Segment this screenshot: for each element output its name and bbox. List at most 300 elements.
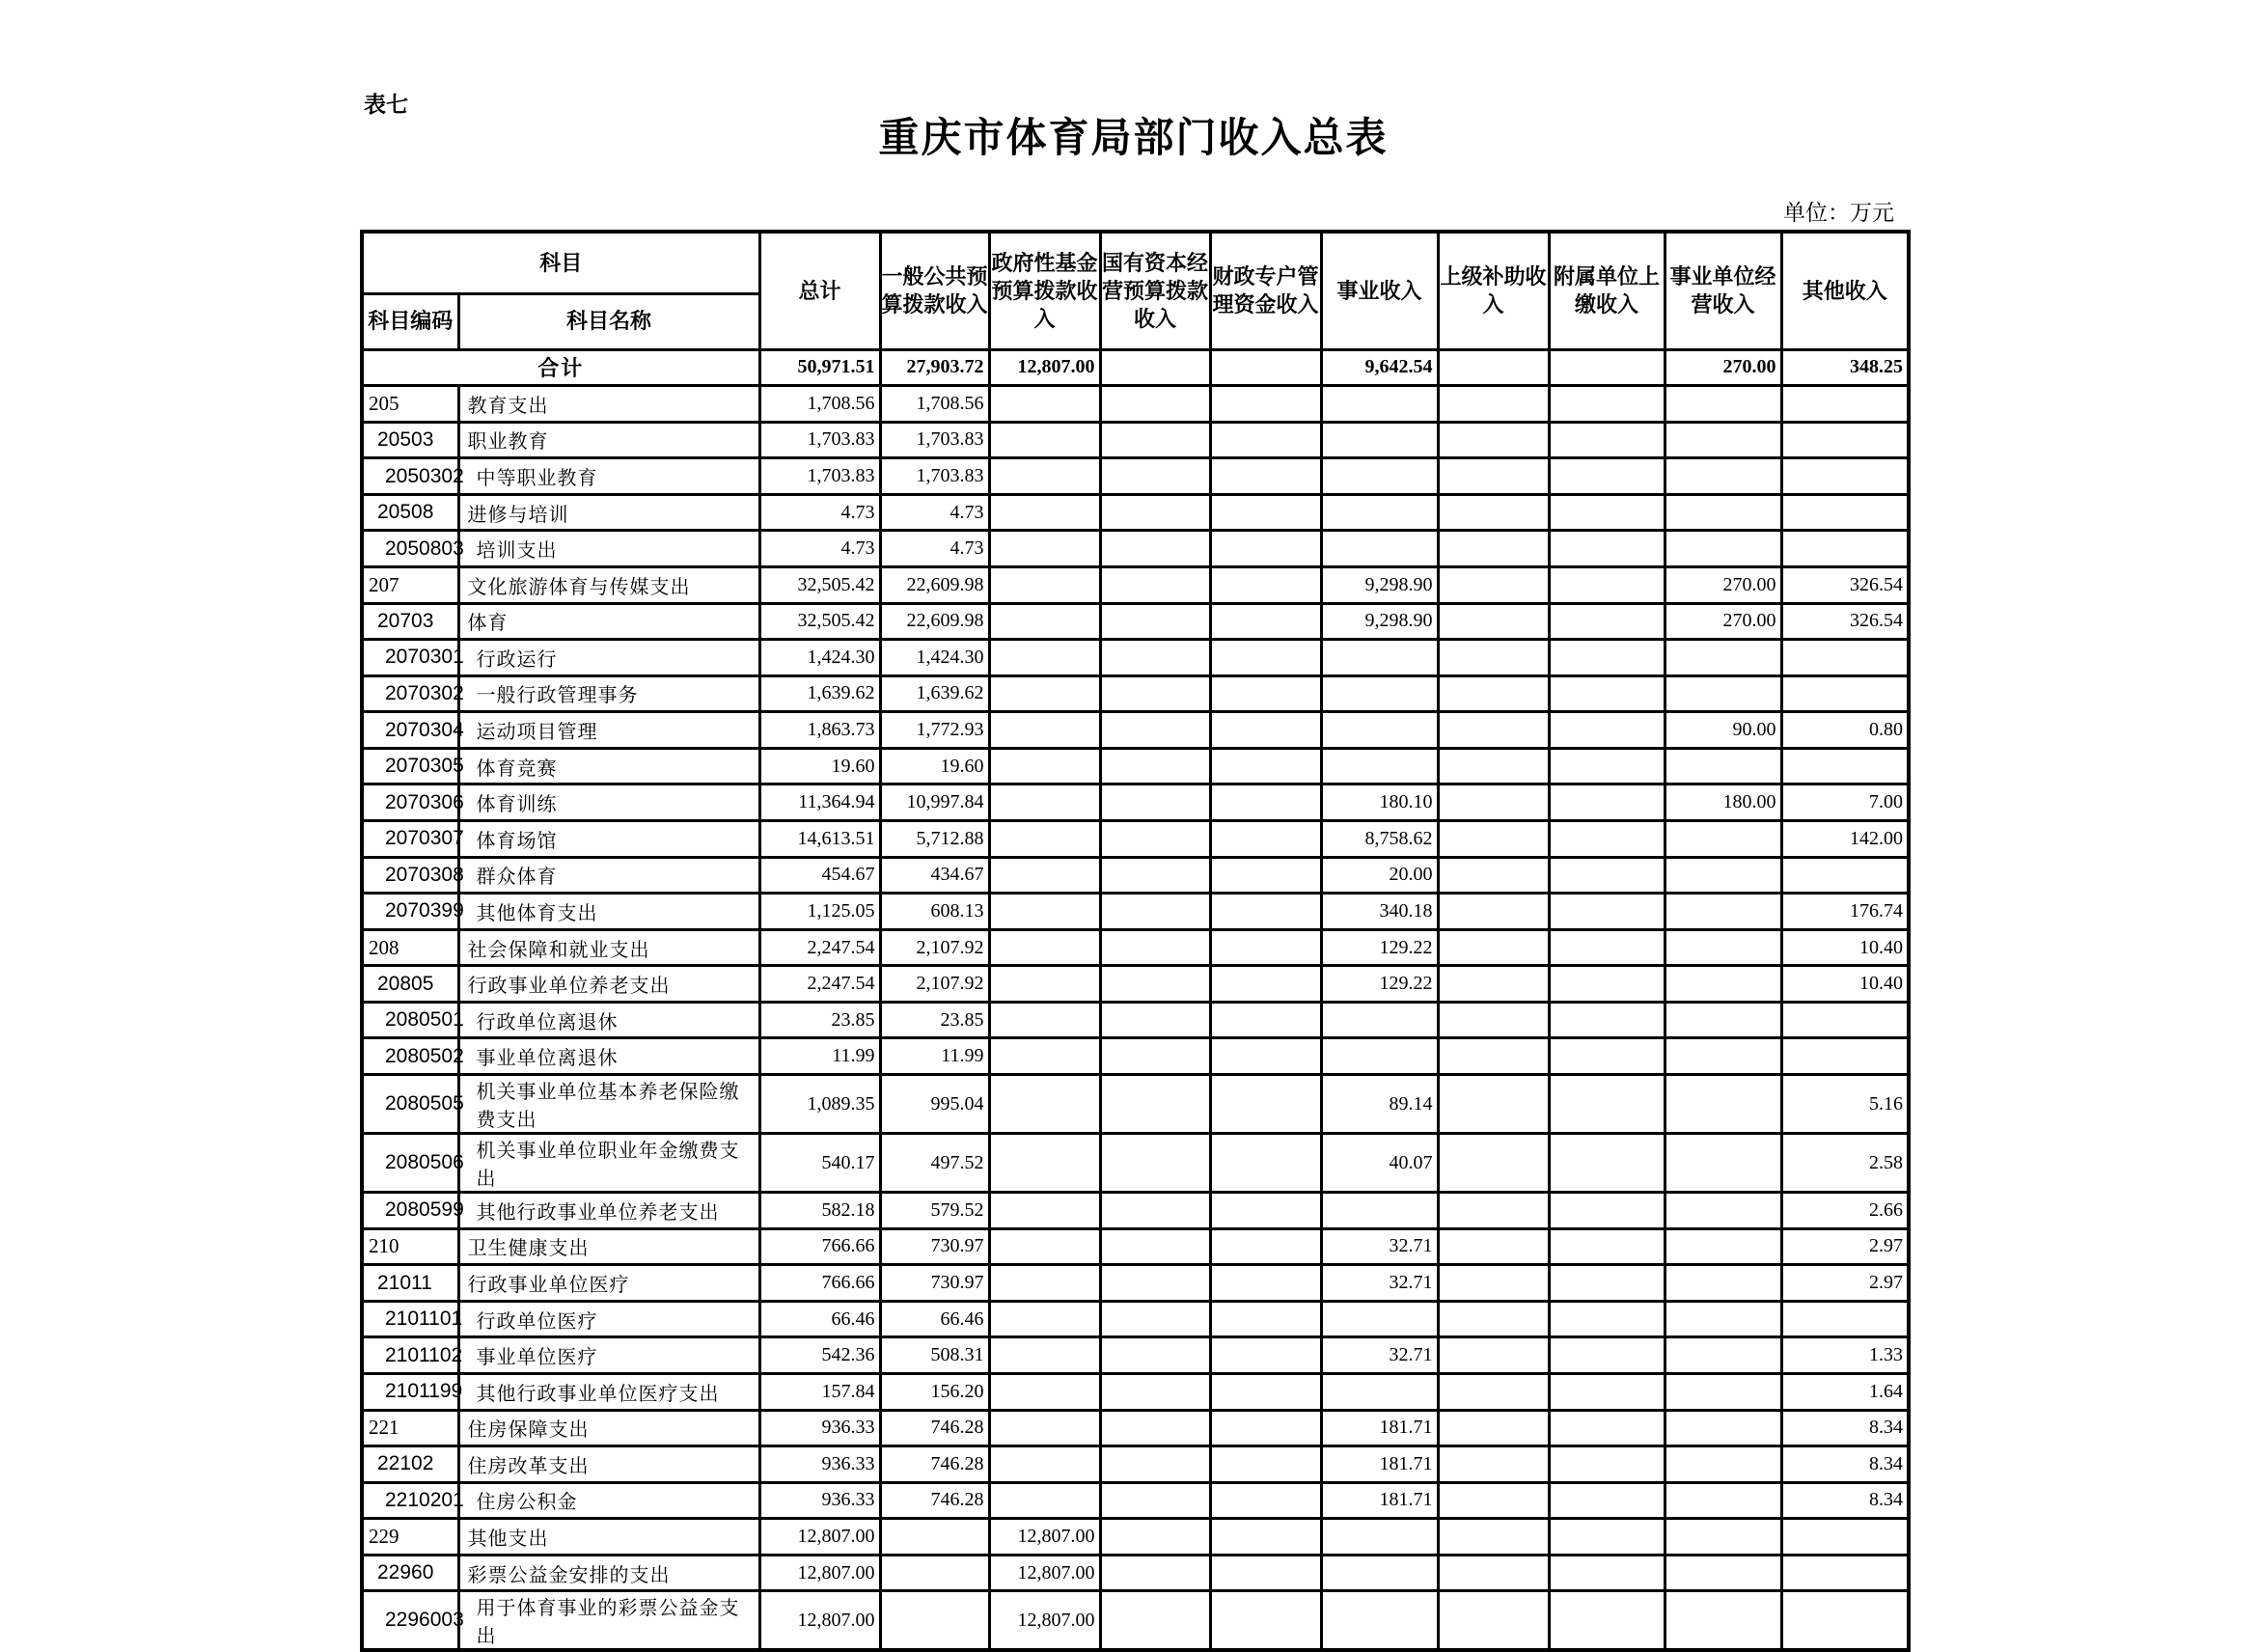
subject-name-cell: 体育训练 <box>458 785 759 821</box>
total-value-cell <box>1438 349 1549 386</box>
value-cell-fiscal-special-account <box>1210 1193 1321 1229</box>
value-cell-business-operation-income <box>1665 1373 1781 1410</box>
value-cell-state-capital-budget <box>1100 929 1210 966</box>
value-cell-fiscal-special-account <box>1210 1265 1321 1302</box>
value-cell-govt-fund-budget <box>989 494 1100 531</box>
value-cell-superior-subsidy <box>1438 712 1549 749</box>
header-col-govt-fund-budget: 政府性基金预算拨款收入 <box>989 232 1100 349</box>
subject-name-cell: 住房公积金 <box>458 1482 759 1519</box>
value-cell-affiliate-remittance <box>1549 785 1665 821</box>
value-cell-general-public-budget: 10,997.84 <box>880 785 989 821</box>
value-cell-superior-subsidy <box>1438 857 1549 894</box>
value-cell-operational-income: 32.71 <box>1321 1265 1438 1302</box>
subject-code-cell: 2101101 <box>362 1301 458 1337</box>
value-cell-general-public-budget <box>880 1519 989 1556</box>
subject-name-cell: 住房改革支出 <box>458 1446 759 1483</box>
value-cell-other-income <box>1781 1591 1909 1651</box>
subject-code-cell: 2050302 <box>362 458 458 495</box>
subject-name-cell: 其他支出 <box>458 1519 759 1556</box>
value-cell-general-public-budget: 608.13 <box>880 894 989 930</box>
value-cell-total: 14,613.51 <box>759 821 880 858</box>
value-cell-general-public-budget: 730.97 <box>880 1265 989 1302</box>
value-cell-state-capital-budget <box>1100 821 1210 858</box>
subject-name-cell: 事业单位离退休 <box>458 1038 759 1075</box>
value-cell-fiscal-special-account <box>1210 386 1321 423</box>
subject-code-cell: 2070399 <box>362 894 458 930</box>
value-cell-fiscal-special-account <box>1210 494 1321 531</box>
value-cell-govt-fund-budget <box>989 1228 1100 1265</box>
header-col-business-operation-income: 事业单位经营收入 <box>1665 232 1781 349</box>
value-cell-total: 936.33 <box>759 1482 880 1519</box>
value-cell-operational-income: 9,298.90 <box>1321 603 1438 640</box>
value-cell-general-public-budget: 4.73 <box>880 494 989 531</box>
value-cell-general-public-budget: 434.67 <box>880 857 989 894</box>
subject-name-cell: 中等职业教育 <box>458 458 759 495</box>
table-row <box>362 857 1909 894</box>
table-row <box>362 712 1909 749</box>
value-cell-fiscal-special-account <box>1210 857 1321 894</box>
subject-code-cell: 2070307 <box>362 821 458 858</box>
value-cell-operational-income: 340.18 <box>1321 894 1438 930</box>
value-cell-govt-fund-budget <box>989 748 1100 785</box>
header-subject-code: 科目编码 <box>362 293 458 349</box>
value-cell-affiliate-remittance <box>1549 1337 1665 1374</box>
value-cell-govt-fund-budget <box>989 1193 1100 1229</box>
value-cell-fiscal-special-account <box>1210 566 1321 603</box>
table-row <box>362 929 1909 966</box>
value-cell-affiliate-remittance <box>1549 675 1665 712</box>
value-cell-fiscal-special-account <box>1210 675 1321 712</box>
value-cell-operational-income: 40.07 <box>1321 1134 1438 1193</box>
value-cell-govt-fund-budget <box>989 1265 1100 1302</box>
value-cell-fiscal-special-account <box>1210 1038 1321 1075</box>
value-cell-business-operation-income <box>1665 1134 1781 1193</box>
value-cell-business-operation-income <box>1665 1228 1781 1265</box>
table-row <box>362 1373 1909 1410</box>
table-row <box>362 1482 1909 1519</box>
value-cell-total: 1,424.30 <box>759 640 880 676</box>
subject-name-cell: 职业教育 <box>458 422 759 458</box>
value-cell-state-capital-budget <box>1100 712 1210 749</box>
value-cell-business-operation-income <box>1665 640 1781 676</box>
subject-code-cell: 2070305 <box>362 748 458 785</box>
value-cell-general-public-budget: 19.60 <box>880 748 989 785</box>
value-cell-general-public-budget <box>880 1591 989 1651</box>
value-cell-operational-income <box>1321 1555 1438 1591</box>
value-cell-state-capital-budget <box>1100 566 1210 603</box>
value-cell-general-public-budget: 4.73 <box>880 531 989 567</box>
value-cell-other-income: 8.34 <box>1781 1482 1909 1519</box>
subject-name-cell: 机关事业单位基本养老保险缴费支出 <box>458 1075 759 1134</box>
value-cell-general-public-budget: 156.20 <box>880 1373 989 1410</box>
value-cell-fiscal-special-account <box>1210 1591 1321 1651</box>
value-cell-business-operation-income <box>1665 1446 1781 1483</box>
table-row <box>362 458 1909 495</box>
value-cell-govt-fund-budget <box>989 785 1100 821</box>
value-cell-other-income: 142.00 <box>1781 821 1909 858</box>
value-cell-affiliate-remittance <box>1549 603 1665 640</box>
subject-name-cell: 体育竞赛 <box>458 748 759 785</box>
value-cell-superior-subsidy <box>1438 1446 1549 1483</box>
value-cell-operational-income <box>1321 494 1438 531</box>
subject-name-cell: 行政事业单位医疗 <box>458 1265 759 1302</box>
table-row <box>362 1410 1909 1446</box>
value-cell-operational-income: 181.71 <box>1321 1446 1438 1483</box>
value-cell-govt-fund-budget <box>989 1002 1100 1038</box>
value-cell-general-public-budget: 1,703.83 <box>880 422 989 458</box>
value-cell-general-public-budget: 5,712.88 <box>880 821 989 858</box>
value-cell-general-public-budget: 22,609.98 <box>880 566 989 603</box>
value-cell-fiscal-special-account <box>1210 1075 1321 1134</box>
value-cell-other-income <box>1781 531 1909 567</box>
table-row <box>362 1337 1909 1374</box>
value-cell-state-capital-budget <box>1100 386 1210 423</box>
table-row <box>362 494 1909 531</box>
table-row <box>362 1446 1909 1483</box>
subject-code-cell: 205 <box>362 386 458 423</box>
value-cell-total: 1,089.35 <box>759 1075 880 1134</box>
header-col-state-capital-budget: 国有资本经营预算拨款收入 <box>1100 232 1210 349</box>
value-cell-general-public-budget: 579.52 <box>880 1193 989 1229</box>
subject-name-cell: 行政单位医疗 <box>458 1301 759 1337</box>
value-cell-other-income: 326.54 <box>1781 603 1909 640</box>
table-number-label: 表七 <box>364 92 408 118</box>
value-cell-govt-fund-budget: 12,807.00 <box>989 1519 1100 1556</box>
value-cell-general-public-budget: 23.85 <box>880 1002 989 1038</box>
subject-code-cell: 2070308 <box>362 857 458 894</box>
table-row <box>362 821 1909 858</box>
value-cell-state-capital-budget <box>1100 1410 1210 1446</box>
value-cell-affiliate-remittance <box>1549 1265 1665 1302</box>
value-cell-affiliate-remittance <box>1549 1134 1665 1193</box>
value-cell-total: 157.84 <box>759 1373 880 1410</box>
value-cell-state-capital-budget <box>1100 1591 1210 1651</box>
value-cell-govt-fund-budget <box>989 1038 1100 1075</box>
table-row <box>362 1038 1909 1075</box>
value-cell-total: 2,247.54 <box>759 929 880 966</box>
value-cell-superior-subsidy <box>1438 894 1549 930</box>
page-title: 重庆市体育局部门收入总表 <box>878 114 1389 161</box>
value-cell-govt-fund-budget <box>989 531 1100 567</box>
value-cell-total: 1,639.62 <box>759 675 880 712</box>
value-cell-govt-fund-budget <box>989 1134 1100 1193</box>
value-cell-business-operation-income <box>1665 821 1781 858</box>
value-cell-govt-fund-budget <box>989 1337 1100 1374</box>
value-cell-superior-subsidy <box>1438 1591 1549 1651</box>
value-cell-general-public-budget: 1,424.30 <box>880 640 989 676</box>
value-cell-business-operation-income <box>1665 1193 1781 1229</box>
value-cell-superior-subsidy <box>1438 929 1549 966</box>
subject-name-cell: 其他体育支出 <box>458 894 759 930</box>
value-cell-state-capital-budget <box>1100 494 1210 531</box>
value-cell-operational-income: 89.14 <box>1321 1075 1438 1134</box>
value-cell-other-income <box>1781 422 1909 458</box>
value-cell-business-operation-income <box>1665 1301 1781 1337</box>
table-row <box>362 1075 1909 1134</box>
subject-name-cell: 彩票公益金安排的支出 <box>458 1555 759 1591</box>
value-cell-fiscal-special-account <box>1210 1446 1321 1483</box>
table-row <box>362 1265 1909 1302</box>
value-cell-operational-income: 181.71 <box>1321 1410 1438 1446</box>
total-value-cell: 9,642.54 <box>1321 349 1438 386</box>
subject-code-cell: 2080506 <box>362 1134 458 1193</box>
value-cell-general-public-budget: 1,772.93 <box>880 712 989 749</box>
table-row <box>362 1193 1909 1229</box>
value-cell-govt-fund-budget <box>989 1482 1100 1519</box>
subject-code-cell: 2296003 <box>362 1591 458 1651</box>
value-cell-superior-subsidy <box>1438 1410 1549 1446</box>
value-cell-state-capital-budget <box>1100 422 1210 458</box>
value-cell-superior-subsidy <box>1438 1075 1549 1134</box>
value-cell-total: 766.66 <box>759 1265 880 1302</box>
table-row <box>362 603 1909 640</box>
value-cell-govt-fund-budget <box>989 966 1100 1003</box>
header-col-general-public-budget: 一般公共预算拨款收入 <box>880 232 989 349</box>
value-cell-fiscal-special-account <box>1210 1519 1321 1556</box>
value-cell-state-capital-budget <box>1100 894 1210 930</box>
value-cell-general-public-budget: 508.31 <box>880 1337 989 1374</box>
value-cell-state-capital-budget <box>1100 603 1210 640</box>
value-cell-general-public-budget: 746.28 <box>880 1446 989 1483</box>
total-value-cell: 50,971.51 <box>759 349 880 386</box>
header-col-superior-subsidy: 上级补助收入 <box>1438 232 1549 349</box>
total-value-cell <box>1100 349 1210 386</box>
value-cell-superior-subsidy <box>1438 603 1549 640</box>
value-cell-business-operation-income <box>1665 1075 1781 1134</box>
value-cell-total: 582.18 <box>759 1193 880 1229</box>
value-cell-govt-fund-budget <box>989 712 1100 749</box>
subject-code-cell: 20503 <box>362 422 458 458</box>
value-cell-business-operation-income <box>1665 1519 1781 1556</box>
value-cell-state-capital-budget <box>1100 675 1210 712</box>
value-cell-superior-subsidy <box>1438 821 1549 858</box>
value-cell-affiliate-remittance <box>1549 1373 1665 1410</box>
value-cell-fiscal-special-account <box>1210 894 1321 930</box>
value-cell-state-capital-budget <box>1100 531 1210 567</box>
table-row <box>362 785 1909 821</box>
value-cell-state-capital-budget <box>1100 458 1210 495</box>
value-cell-operational-income <box>1321 712 1438 749</box>
value-cell-general-public-budget: 746.28 <box>880 1410 989 1446</box>
value-cell-operational-income <box>1321 1591 1438 1651</box>
value-cell-other-income: 8.34 <box>1781 1446 1909 1483</box>
value-cell-operational-income <box>1321 1301 1438 1337</box>
value-cell-business-operation-income <box>1665 1038 1781 1075</box>
value-cell-superior-subsidy <box>1438 675 1549 712</box>
value-cell-govt-fund-budget: 12,807.00 <box>989 1591 1100 1651</box>
value-cell-operational-income <box>1321 1193 1438 1229</box>
table-row <box>362 1591 1909 1651</box>
value-cell-superior-subsidy <box>1438 1337 1549 1374</box>
subject-code-cell: 207 <box>362 566 458 603</box>
unit-note: 单位：万元 <box>1783 201 1894 226</box>
value-cell-govt-fund-budget: 12,807.00 <box>989 1555 1100 1591</box>
value-cell-operational-income <box>1321 1373 1438 1410</box>
header-col-total: 总计 <box>759 232 880 349</box>
value-cell-operational-income <box>1321 458 1438 495</box>
value-cell-general-public-budget: 1,639.62 <box>880 675 989 712</box>
value-cell-total: 11.99 <box>759 1038 880 1075</box>
subject-name-cell: 教育支出 <box>458 386 759 423</box>
value-cell-other-income <box>1781 640 1909 676</box>
value-cell-govt-fund-budget <box>989 821 1100 858</box>
table-row <box>362 675 1909 712</box>
subject-name-cell: 群众体育 <box>458 857 759 894</box>
value-cell-other-income: 10.40 <box>1781 929 1909 966</box>
value-cell-operational-income: 129.22 <box>1321 966 1438 1003</box>
value-cell-other-income <box>1781 1555 1909 1591</box>
table-row <box>362 1002 1909 1038</box>
value-cell-govt-fund-budget <box>989 857 1100 894</box>
value-cell-state-capital-budget <box>1100 640 1210 676</box>
value-cell-operational-income: 181.71 <box>1321 1482 1438 1519</box>
value-cell-affiliate-remittance <box>1549 1482 1665 1519</box>
value-cell-affiliate-remittance <box>1549 1038 1665 1075</box>
value-cell-operational-income <box>1321 422 1438 458</box>
value-cell-affiliate-remittance <box>1549 458 1665 495</box>
subject-name-cell: 住房保障支出 <box>458 1410 759 1446</box>
value-cell-business-operation-income <box>1665 929 1781 966</box>
value-cell-state-capital-budget <box>1100 1038 1210 1075</box>
value-cell-state-capital-budget <box>1100 1228 1210 1265</box>
value-cell-operational-income: 9,298.90 <box>1321 566 1438 603</box>
value-cell-affiliate-remittance <box>1549 386 1665 423</box>
value-cell-total: 540.17 <box>759 1134 880 1193</box>
value-cell-affiliate-remittance <box>1549 1591 1665 1651</box>
value-cell-total: 936.33 <box>759 1410 880 1446</box>
value-cell-superior-subsidy <box>1438 1002 1549 1038</box>
table-row <box>362 1301 1909 1337</box>
value-cell-affiliate-remittance <box>1549 966 1665 1003</box>
value-cell-fiscal-special-account <box>1210 640 1321 676</box>
total-value-cell: 27,903.72 <box>880 349 989 386</box>
value-cell-fiscal-special-account <box>1210 821 1321 858</box>
table-row <box>362 531 1909 567</box>
value-cell-state-capital-budget <box>1100 1446 1210 1483</box>
income-table <box>360 230 1911 1652</box>
subject-code-cell: 210 <box>362 1228 458 1265</box>
value-cell-fiscal-special-account <box>1210 712 1321 749</box>
value-cell-fiscal-special-account <box>1210 1134 1321 1193</box>
total-value-cell: 12,807.00 <box>989 349 1100 386</box>
value-cell-govt-fund-budget <box>989 566 1100 603</box>
value-cell-superior-subsidy <box>1438 531 1549 567</box>
value-cell-business-operation-income: 270.00 <box>1665 603 1781 640</box>
value-cell-superior-subsidy <box>1438 1373 1549 1410</box>
value-cell-total: 1,703.83 <box>759 422 880 458</box>
value-cell-other-income: 2.66 <box>1781 1193 1909 1229</box>
value-cell-govt-fund-budget <box>989 386 1100 423</box>
value-cell-operational-income: 20.00 <box>1321 857 1438 894</box>
value-cell-other-income <box>1781 1301 1909 1337</box>
value-cell-state-capital-budget <box>1100 1373 1210 1410</box>
value-cell-total: 766.66 <box>759 1228 880 1265</box>
value-cell-total: 19.60 <box>759 748 880 785</box>
value-cell-affiliate-remittance <box>1549 1410 1665 1446</box>
value-cell-superior-subsidy <box>1438 640 1549 676</box>
table-row <box>362 1555 1909 1591</box>
value-cell-fiscal-special-account <box>1210 422 1321 458</box>
value-cell-general-public-budget: 2,107.92 <box>880 929 989 966</box>
value-cell-superior-subsidy <box>1438 785 1549 821</box>
value-cell-state-capital-budget <box>1100 857 1210 894</box>
value-cell-general-public-budget: 22,609.98 <box>880 603 989 640</box>
subject-name-cell: 进修与培训 <box>458 494 759 531</box>
value-cell-general-public-budget: 730.97 <box>880 1228 989 1265</box>
value-cell-business-operation-income <box>1665 857 1781 894</box>
value-cell-state-capital-budget <box>1100 1002 1210 1038</box>
value-cell-general-public-budget: 1,708.56 <box>880 386 989 423</box>
value-cell-superior-subsidy <box>1438 748 1549 785</box>
value-cell-business-operation-income: 270.00 <box>1665 566 1781 603</box>
subject-code-cell: 2101102 <box>362 1337 458 1374</box>
value-cell-fiscal-special-account <box>1210 1002 1321 1038</box>
value-cell-total: 11,364.94 <box>759 785 880 821</box>
value-cell-business-operation-income <box>1665 966 1781 1003</box>
value-cell-govt-fund-budget <box>989 1301 1100 1337</box>
subject-name-cell: 其他行政事业单位养老支出 <box>458 1193 759 1229</box>
table-row <box>362 640 1909 676</box>
value-cell-superior-subsidy <box>1438 1482 1549 1519</box>
total-value-cell: 348.25 <box>1781 349 1909 386</box>
value-cell-other-income: 10.40 <box>1781 966 1909 1003</box>
value-cell-operational-income: 32.71 <box>1321 1337 1438 1374</box>
value-cell-state-capital-budget <box>1100 1555 1210 1591</box>
subject-code-cell: 2070304 <box>362 712 458 749</box>
value-cell-other-income: 326.54 <box>1781 566 1909 603</box>
value-cell-affiliate-remittance <box>1549 422 1665 458</box>
value-cell-general-public-budget: 746.28 <box>880 1482 989 1519</box>
value-cell-state-capital-budget <box>1100 1301 1210 1337</box>
value-cell-operational-income: 32.71 <box>1321 1228 1438 1265</box>
subject-code-cell: 2080501 <box>362 1002 458 1038</box>
total-value-cell <box>1549 349 1665 386</box>
value-cell-superior-subsidy <box>1438 422 1549 458</box>
value-cell-state-capital-budget <box>1100 1519 1210 1556</box>
value-cell-superior-subsidy <box>1438 494 1549 531</box>
subject-code-cell: 2070301 <box>362 640 458 676</box>
subject-code-cell: 20703 <box>362 603 458 640</box>
value-cell-other-income <box>1781 386 1909 423</box>
value-cell-operational-income <box>1321 1002 1438 1038</box>
value-cell-business-operation-income <box>1665 894 1781 930</box>
value-cell-other-income <box>1781 494 1909 531</box>
value-cell-business-operation-income: 180.00 <box>1665 785 1781 821</box>
value-cell-govt-fund-budget <box>989 675 1100 712</box>
value-cell-total: 32,505.42 <box>759 603 880 640</box>
value-cell-total: 1,125.05 <box>759 894 880 930</box>
value-cell-govt-fund-budget <box>989 929 1100 966</box>
value-cell-business-operation-income <box>1665 1555 1781 1591</box>
value-cell-business-operation-income <box>1665 422 1781 458</box>
value-cell-business-operation-income <box>1665 1337 1781 1374</box>
value-cell-operational-income: 129.22 <box>1321 929 1438 966</box>
value-cell-other-income: 1.33 <box>1781 1337 1909 1374</box>
value-cell-affiliate-remittance <box>1549 1519 1665 1556</box>
value-cell-business-operation-income <box>1665 1482 1781 1519</box>
value-cell-total: 1,703.83 <box>759 458 880 495</box>
value-cell-state-capital-budget <box>1100 1337 1210 1374</box>
value-cell-fiscal-special-account <box>1210 785 1321 821</box>
subject-name-cell: 培训支出 <box>458 531 759 567</box>
table-row <box>362 386 1909 423</box>
table-row <box>362 966 1909 1003</box>
value-cell-total: 1,863.73 <box>759 712 880 749</box>
subject-code-cell: 2080599 <box>362 1193 458 1229</box>
subject-name-cell: 行政单位离退休 <box>458 1002 759 1038</box>
subject-code-cell: 22960 <box>362 1555 458 1591</box>
table-header <box>362 232 1909 349</box>
